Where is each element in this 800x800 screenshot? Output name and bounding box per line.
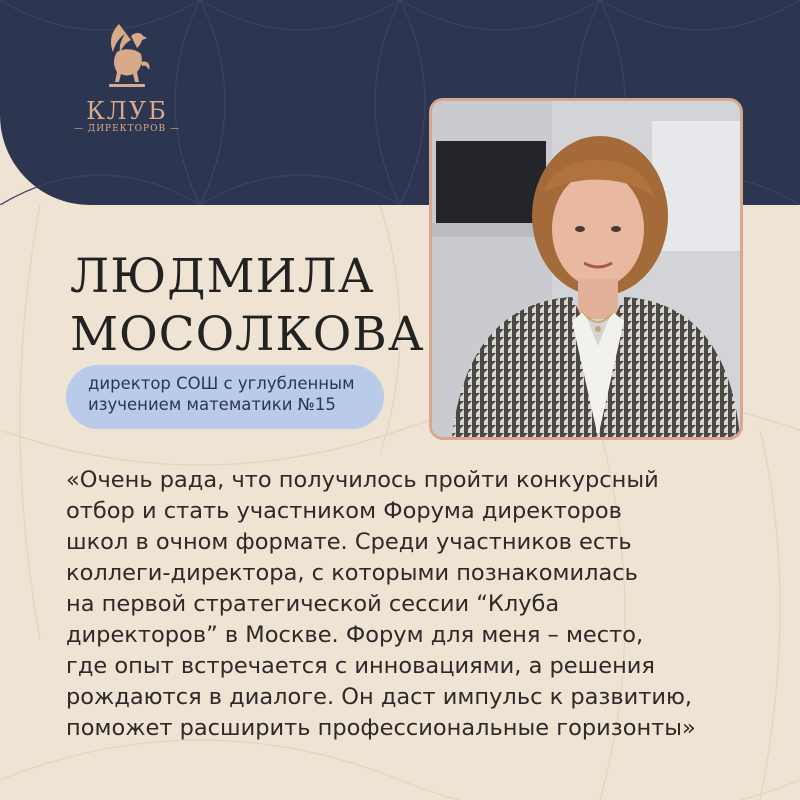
griffin-icon <box>97 18 157 90</box>
logo-title: КЛУБ <box>86 97 168 125</box>
quote-line: рождаются в диалоге. Он даст импульс к развитию, <box>66 684 693 710</box>
person-name <box>70 248 424 364</box>
logo-subtitle: — ДИРЕКТОРОВ — <box>74 124 180 134</box>
quote-line: поможет расширить профессиональные горизонты» <box>66 715 696 741</box>
role-line-2: изучением математики №15 <box>88 395 336 414</box>
quote-line: коллеги-директора, с которыми познакомилась <box>66 560 638 586</box>
quote-line: отбор и стать участником Форума директоров <box>66 498 622 524</box>
quote-text <box>66 465 766 744</box>
portrait-photo <box>429 98 743 440</box>
name-line-2: МОСОЛКОВА <box>70 307 425 362</box>
role-badge <box>66 365 384 429</box>
quote-line: директоров” в Москве. Форум для меня – место, <box>66 622 644 648</box>
role-line-1: директор СОШ с углубленным <box>88 374 355 393</box>
club-logo <box>72 18 182 148</box>
quote-line: школ в очном формате. Среди участников есть <box>66 529 632 555</box>
quote-line: где опыт встречается с инновациями, а решения <box>66 653 655 679</box>
name-line-1: ЛЮДМИЛА <box>70 249 375 304</box>
portrait-illustration <box>432 101 740 437</box>
quote-line: «Очень рада, что получилось пройти конкурсный <box>66 467 659 493</box>
quote-line: на первой стратегической сессии “Клуба <box>66 591 560 617</box>
